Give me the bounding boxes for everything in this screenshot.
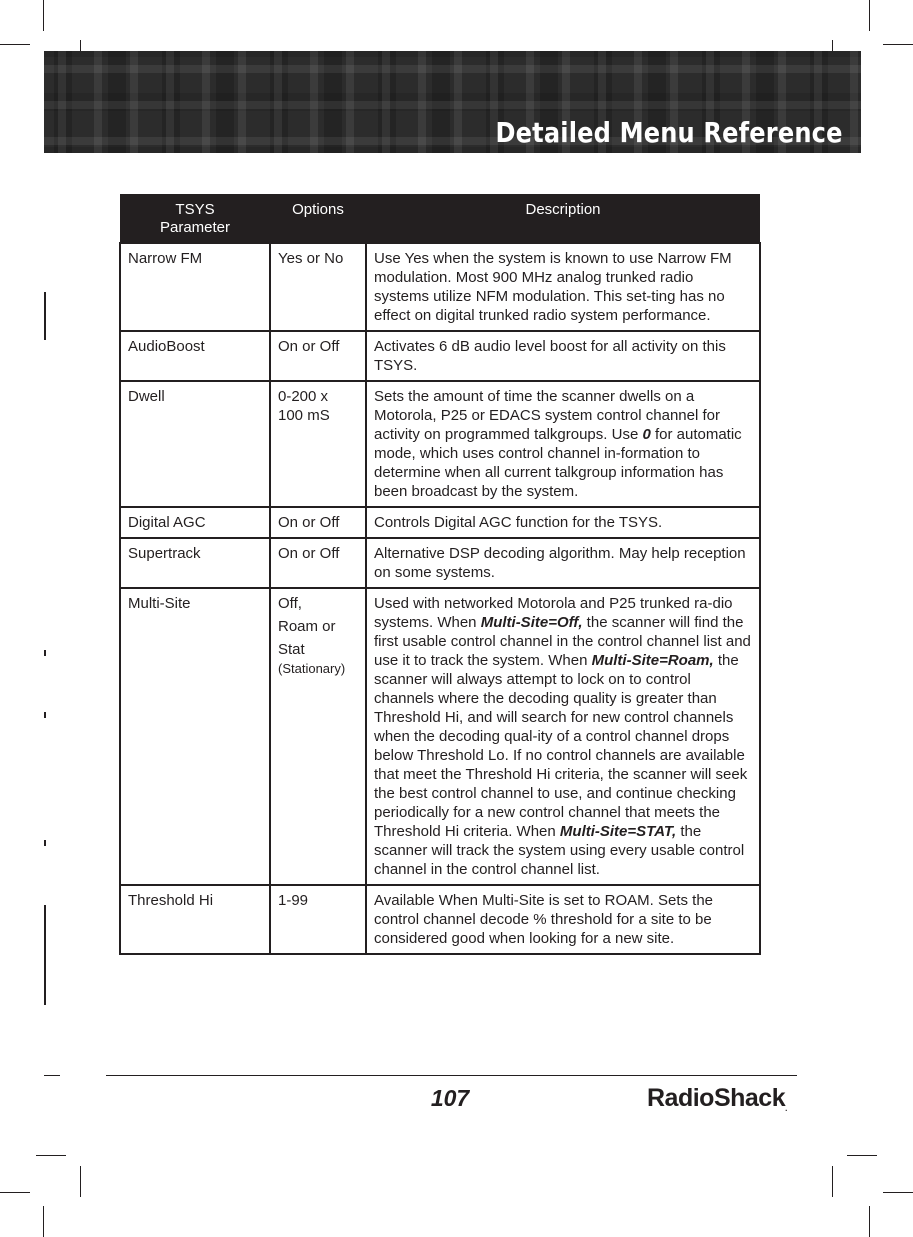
description-cell: Activates 6 dB audio level boost for all activity on this TSYS.: [366, 331, 760, 381]
page-title: Detailed Menu Reference: [495, 116, 843, 149]
description-cell: Sets the amount of time the scanner dwells on a Motorola, P25 or EDACS system control channel for activity on programmed talkgroups. Use 0 for automatic mode, which uses control channel in-formation to determine when all current talkgroup information has been broadcast by the system.: [366, 381, 760, 507]
parameter-cell: Threshold Hi: [120, 885, 270, 954]
options-cell: Off, Roam or Stat (Stationary): [270, 588, 366, 885]
table-row: [120, 331, 760, 381]
margin-mark: [44, 292, 46, 340]
table-row: [120, 381, 760, 507]
parameter-cell: Digital AGC: [120, 507, 270, 538]
crop-mark: [43, 0, 44, 31]
table-row: [120, 243, 760, 331]
column-header-options: Options: [270, 194, 366, 243]
options-cell: Yes or No: [270, 243, 366, 331]
margin-mark: [44, 840, 46, 846]
description-cell: Alternative DSP decoding algorithm. May help reception on some systems.: [366, 538, 760, 588]
column-header-parameter: TSYS Parameter: [120, 194, 270, 243]
crop-mark: [883, 1192, 913, 1193]
crop-mark: [80, 1166, 81, 1197]
options-cell: On or Off: [270, 538, 366, 588]
margin-mark: [44, 712, 46, 718]
description-cell: Available When Multi-Site is set to ROAM. Sets the control channel decode % threshold for a site to be considered good when looking for a new site.: [366, 885, 760, 954]
table-row: [120, 588, 760, 885]
crop-mark: [869, 1206, 870, 1237]
options-cell: 1-99: [270, 885, 366, 954]
options-cell: On or Off: [270, 331, 366, 381]
page-number: 107: [430, 1085, 470, 1111]
crop-mark: [869, 0, 870, 31]
crop-mark: [36, 1155, 66, 1156]
crop-mark: [43, 1206, 44, 1237]
crop-mark: [847, 1155, 877, 1156]
table-row: [120, 507, 760, 538]
description-cell: Use Yes when the system is known to use Narrow FM modulation. Most 900 MHz analog trunked radio systems utilize NFM modulation. This set-ting has no effect on digital trunked radio system performance.: [366, 243, 760, 331]
crop-mark: [0, 44, 30, 45]
tsys-parameter-table: [119, 194, 761, 955]
crop-mark: [0, 1192, 30, 1193]
footer-rule-left: [44, 1075, 60, 1076]
table-row: [120, 538, 760, 588]
options-cell: On or Off: [270, 507, 366, 538]
brand-logo: RadioShack.: [647, 1084, 787, 1113]
column-header-description: Description: [366, 194, 760, 243]
margin-mark: [44, 650, 46, 656]
crop-mark: [883, 44, 913, 45]
parameter-cell: Multi-Site: [120, 588, 270, 885]
table-row: [120, 885, 760, 954]
parameter-cell: Supertrack: [120, 538, 270, 588]
parameter-cell: Narrow FM: [120, 243, 270, 331]
description-cell: Controls Digital AGC function for the TSYS.: [366, 507, 760, 538]
description-cell: Used with networked Motorola and P25 trunked ra-dio systems. When Multi-Site=Off, the scanner will find the first usable control channel in the control channel list and use it to track the system. When Multi-Site=Roam, the scanner will always attempt to lock on to control channels where the decoding quality is greater than Threshold Hi, and will search for new control channels when the decoding qual-ity of a control channel drops below Threshold Lo. If no control channels are available that meet the Threshold Hi criteria, the scanner will seek the best control channel to use, and continue checking periodically for a new control channel that meets the Threshold Hi criteria. When Multi-Site=STAT, the scanner will track the system using every usable control channel in the control channel list.: [366, 588, 760, 885]
crop-mark: [832, 1166, 833, 1197]
parameter-cell: AudioBoost: [120, 331, 270, 381]
margin-mark: [44, 905, 46, 1005]
options-cell: 0-200 x 100 mS: [270, 381, 366, 507]
parameter-cell: Dwell: [120, 381, 270, 507]
footer-rule: [106, 1075, 797, 1076]
table-header-row: [120, 194, 760, 243]
header-banner: [44, 51, 861, 153]
